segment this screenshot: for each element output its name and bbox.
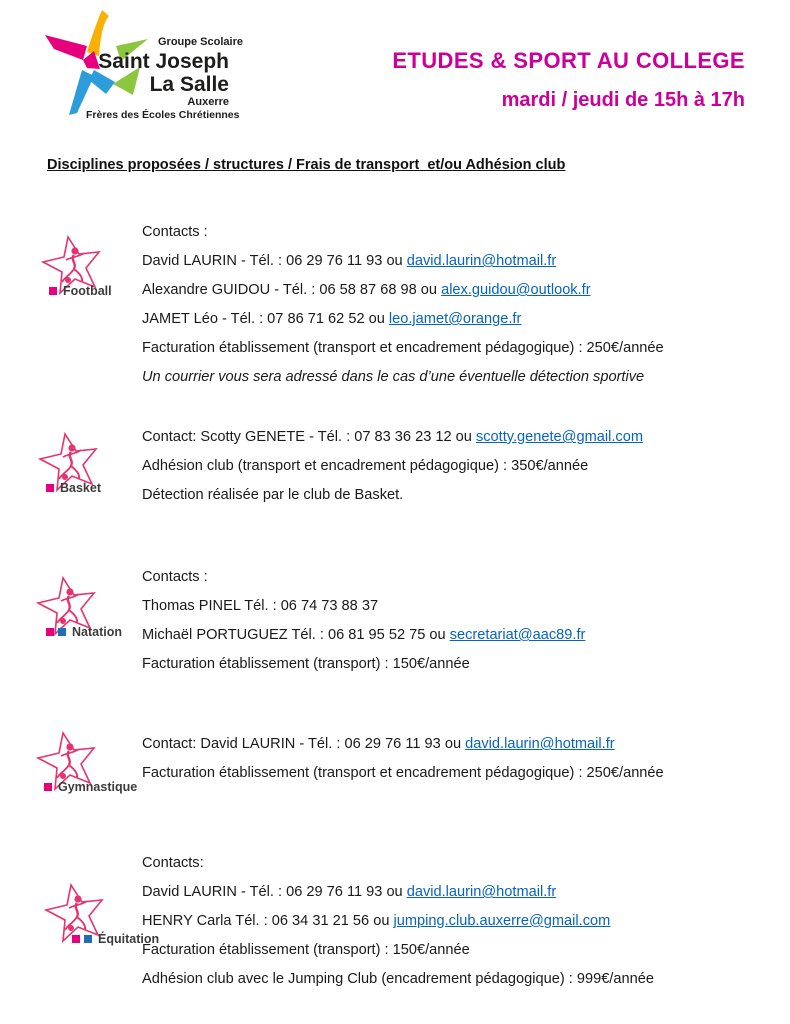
contact-text: Thomas PINEL Tél. : 06 74 73 88 37	[142, 598, 379, 614]
pink-square-bullet-icon	[44, 783, 52, 791]
contact-text: David LAURIN - Tél. : 06 29 76 11 93 ou	[142, 253, 407, 269]
pink-square-bullet-icon	[72, 935, 80, 943]
contact-text: Contacts :	[142, 569, 208, 585]
school-logo	[42, 8, 243, 126]
contact-text: Adhésion club (transport et encadrement pédagogique) : 350€/année	[142, 458, 589, 474]
logo-city: Auxerre	[187, 96, 229, 108]
contact-text: HENRY Carla Tél. : 06 34 31 21 56 ou	[142, 913, 394, 929]
contact-line	[142, 621, 762, 650]
pink-square-bullet-icon	[46, 628, 54, 636]
contact-block	[142, 563, 762, 679]
logo-school-name-2: La Salle	[149, 73, 229, 96]
sport-label	[49, 282, 112, 300]
contact-line	[142, 247, 762, 276]
contact-text: Facturation établissement (transport) : 150€/année	[142, 656, 470, 672]
email-link[interactable]: david.laurin@hotmail.fr	[406, 253, 557, 269]
contact-line	[142, 363, 762, 392]
contact-text: Michaël PORTUGUEZ Tél. : 06 81 95 52 75 ou	[142, 627, 450, 643]
contact-block	[142, 218, 762, 392]
contact-block	[142, 730, 762, 788]
pink-square-bullet-icon	[49, 287, 57, 295]
sport-name: Gymnastique	[58, 780, 138, 794]
contact-line	[142, 334, 762, 363]
sport-star-icon	[20, 575, 150, 649]
email-link[interactable]: scotty.genete@gmail.com	[475, 429, 643, 445]
blue-square-bullet-icon	[84, 935, 92, 943]
title-line-1: ETUDES & SPORT AU COLLEGE	[392, 48, 745, 73]
contact-line	[142, 481, 762, 510]
contact-text: Facturation établissement (transport) : 150€/année	[142, 942, 470, 958]
sport-name: Équitation	[98, 932, 160, 946]
pink-square-bullet-icon	[46, 484, 54, 492]
sport-star-icon	[20, 730, 150, 804]
contact-line	[142, 849, 762, 878]
contact-text: Adhésion club avec le Jumping Club (encadrement pédagogique) : 999€/année	[142, 971, 654, 987]
contact-line	[142, 218, 762, 247]
sport-name: Basket	[60, 481, 101, 495]
email-link[interactable]: david.laurin@hotmail.fr	[465, 736, 615, 752]
email-link[interactable]: david.laurin@hotmail.fr	[406, 884, 557, 900]
contact-text: Facturation établissement (transport et encadrement pédagogique) : 250€/année	[142, 340, 664, 356]
contact-text: Détection réalisée par le club de Basket.	[142, 487, 404, 503]
contact-text: Alexandre GUIDOU - Tél. : 06 58 87 68 98 ou	[142, 282, 442, 298]
title-line-2: mardi / jeudi de 15h à 17h	[501, 89, 745, 111]
contact-line	[142, 650, 762, 679]
contact-line	[142, 305, 762, 334]
contact-text: Contacts:	[142, 855, 204, 871]
contact-text: Contact: Scotty GENETE - Tél. : 07 83 36 23 12 ou	[142, 429, 476, 445]
contact-line	[142, 936, 762, 965]
email-link[interactable]: jumping.club.auxerre@gmail.com	[393, 913, 611, 929]
contact-line	[142, 452, 762, 481]
logo-subtitle: Frères des Écoles Chrétiennes	[86, 109, 240, 121]
contact-line	[142, 965, 762, 994]
contact-line	[142, 276, 762, 305]
email-link[interactable]: secretariat@aac89.fr	[449, 627, 586, 643]
document-title	[392, 48, 745, 112]
contact-text: JAMET Léo - Tél. : 07 86 71 62 52 ou	[142, 311, 389, 327]
sport-label	[46, 479, 101, 497]
contact-line	[142, 907, 762, 936]
blue-square-bullet-icon	[58, 628, 66, 636]
contact-line	[142, 423, 762, 452]
sport-name: Football	[63, 284, 112, 298]
contact-text: Facturation établissement (transport et encadrement pédagogique) : 250€/année	[142, 765, 664, 781]
disciplines-heading: Disciplines proposées / structures / Frais de transport et/ou Adhésion club	[47, 157, 566, 173]
sport-star-icon	[22, 431, 152, 505]
sport-star-icon	[28, 882, 158, 956]
sport-star-icon	[25, 234, 155, 308]
contact-text: Un courrier vous sera adressé dans le cas d’une éventuelle détection sportive	[142, 369, 645, 385]
contact-text: Contact: David LAURIN - Tél. : 06 29 76 11 93 ou	[142, 736, 466, 752]
sport-label	[44, 778, 137, 796]
contact-line	[142, 730, 762, 759]
logo-school-name-1: Saint Joseph	[98, 50, 229, 73]
email-link[interactable]: alex.guidou@outlook.fr	[441, 282, 591, 298]
contact-line	[142, 563, 762, 592]
contact-block	[142, 849, 762, 994]
contact-line	[142, 592, 762, 621]
sport-name: Natation	[72, 625, 122, 639]
contact-line	[142, 878, 762, 907]
contact-line	[142, 759, 762, 788]
logo-group-label: Groupe Scolaire	[158, 36, 243, 48]
contact-text: Contacts :	[142, 224, 208, 240]
email-link[interactable]: leo.jamet@orange.fr	[388, 311, 522, 327]
contact-text: David LAURIN - Tél. : 06 29 76 11 93 ou	[142, 884, 407, 900]
sport-label	[46, 623, 122, 641]
contact-block	[142, 423, 762, 510]
